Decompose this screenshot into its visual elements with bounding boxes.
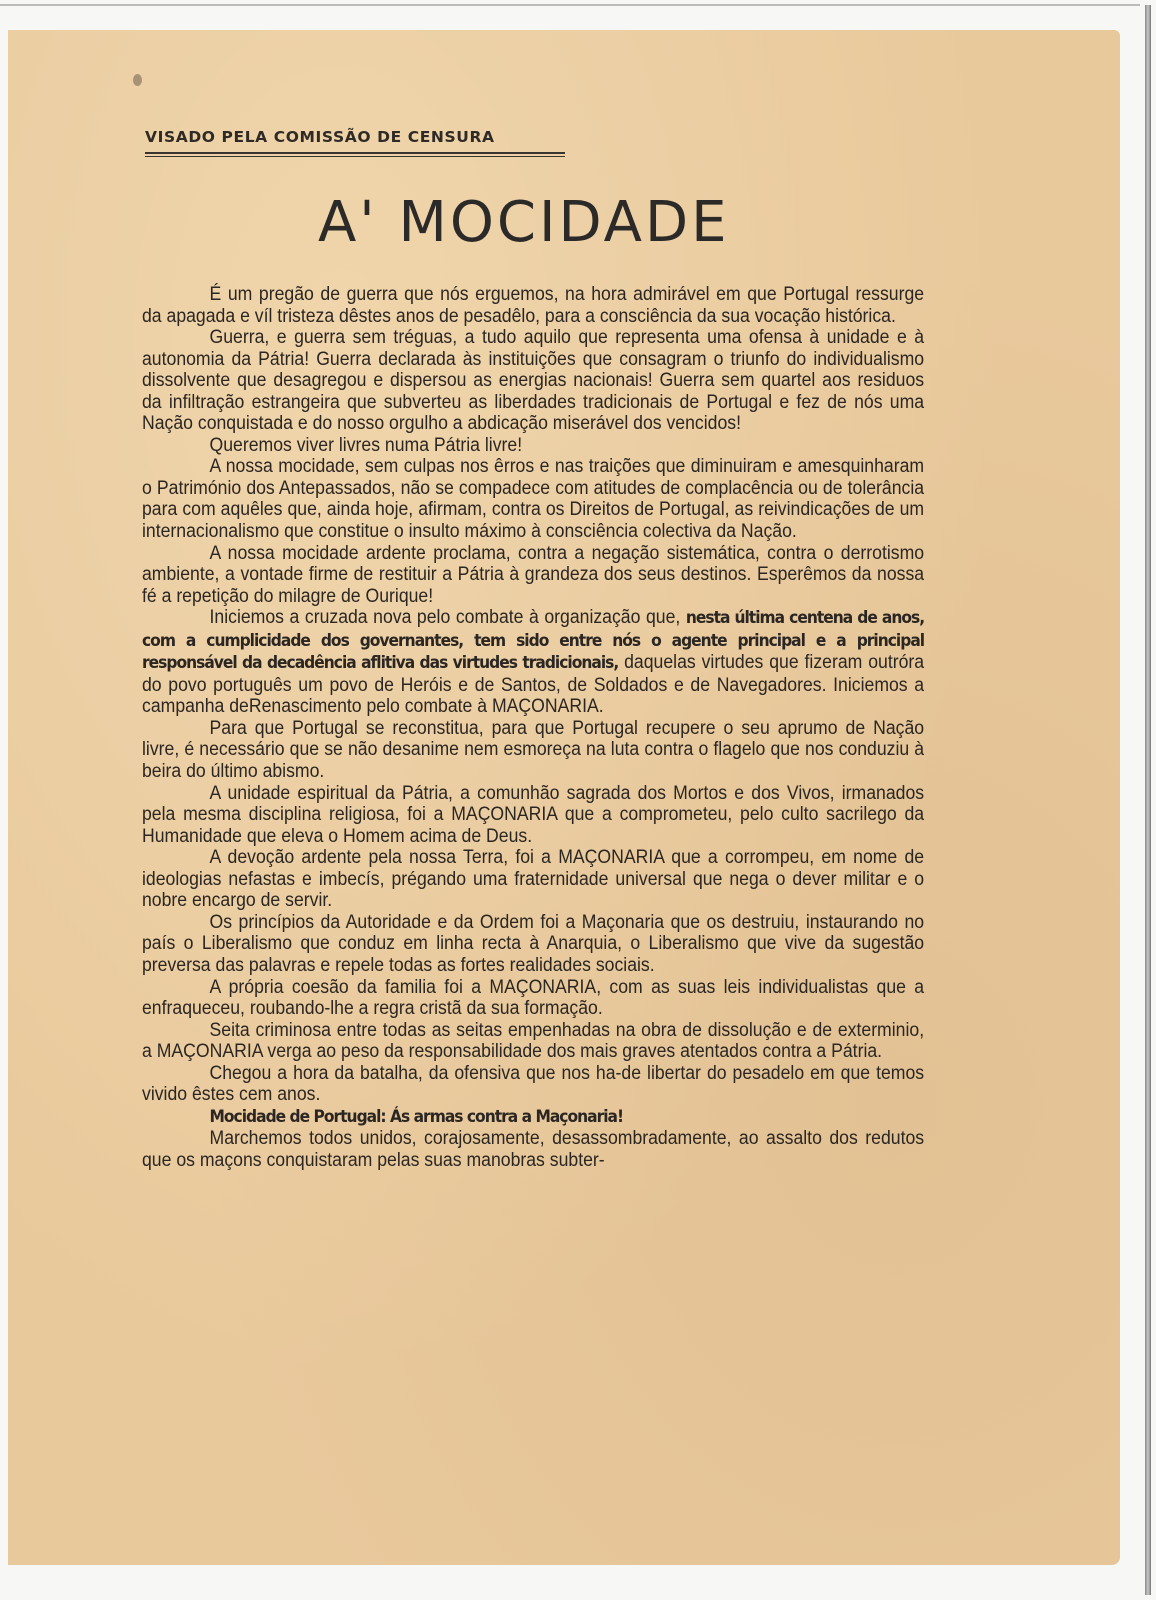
page-title: A' MOCIDADE (318, 190, 730, 255)
scan-right-edge (1145, 5, 1151, 1595)
paragraph: É um pregão de guerra que nós erguemos, na hora admirável em que Portugal ressurge da apagada e víl tristeza dêstes anos de pesadêlo, para a consciência da sua vocação histórica. (142, 283, 925, 327)
censor-underline (145, 152, 565, 157)
paragraph: Os princípios da Autoridade e da Ordem foi a Maçonaria que os destruiu, instaurando no país o Liberalismo que conduz em linha recta à Anarquia, o Liberalismo que vive da sugestão preversa das palavras e repele todas as fortes realidades sociais. (142, 910, 925, 976)
slogan-text: Mocidade de Portugal: Ás armas contra a Maçonaria! (209, 1106, 624, 1127)
paragraph: Para que Portugal se reconstitua, para que Portugal recupere o seu aprumo de Nação livre, é necessário que se não desanime nem esmoreça na luta contra o flagelo que nos conduziu à beira do último abismo. (142, 716, 925, 783)
paragraph: Queremos viver livres numa Pátria livre! (209, 433, 523, 456)
paragraph-text: daquelas virtudes que fizeram outróra do povo português um povo de Heróis e de Santos, de Soldados e de Navegadores. Iniciemos a campanha deRenascimento pelo combate à MAÇONARIA. (142, 651, 925, 718)
paragraph: Guerra, e guerra sem tréguas, a tudo aquilo que representa uma ofensa à unidade e à autonomia da Pátria! Guerra declarada às instituições que consagram o triunfo do individualismo dissolvente que desagregou e dispersou as energias nacionais! Guerra sem quartel aos residuos da infiltração estrangeira que subverteu as liberdades tradicionais de Portugal e fez de nós uma Nação conquistada e do nosso orgulho a abdicação miserável dos vencidos! (142, 326, 925, 435)
closing-paragraph: Marchemos todos unidos, corajosamente, desassombradamente, ao assalto dos redutos que os maçons conquistaram pelas suas manobras subter- (142, 1127, 925, 1171)
paragraph: Chegou a hora da batalha, da ofensiva que nos ha-de libertar do pesadelo em que temos vivido êstes cem anos. (142, 1061, 925, 1106)
censor-stamp: VISADO PELA COMISSÃO DE CENSURA (145, 128, 495, 146)
paragraph: A nossa mocidade ardente proclama, contra a negação sistemática, contra o derrotismo ambiente, a vontade firme de restituir a Pátria à grandeza dos seus destinos. Esperêmos da nossa fé a repetição do milagre de Ourique! (142, 541, 925, 607)
emphasized-text: nesta última centena de anos, com a cumplicidade dos governantes, tem sido entre nós o agente principal e a principal responsável da decadência aflitiva das virtudes tradicionais, (142, 608, 925, 674)
slogan (142, 1106, 924, 1129)
paragraph-text: Iniciemos a cruzada nova pelo combate à organização que, (209, 606, 686, 629)
paragraph: A nossa mocidade, sem culpas nos êrros e nas traições que diminuiram e amesquinharam o Património dos Antepassados, não se compadece com atitudes de complacência ou de tolerância para com aquêles que, ainda hoje, afirmam, contra os Direitos de Portugal, as reivindicações de um internacionalismo que constitue o insulto máximo à consciência colectiva da Nação. (142, 455, 925, 543)
paragraph: A unidade espiritual da Pátria, a comunhão sagrada dos Mortos e dos Vivos, irmanados pela mesma disciplina religiosa, foi a MAÇONARIA que a comprometeu, pelo culto sacrilego da Humanidade que eleva o Homem acima de Deus. (142, 781, 925, 847)
paragraph: A devoção ardente pela nossa Terra, foi a MAÇONARIA que a corrompeu, em nome de ideologias nefastas e imbecís, prégando uma fraternidade universal que nega o dever militar e o nobre encargo de servir. (142, 846, 925, 912)
paragraph: Seita criminosa entre todas as seitas empenhadas na obra de dissolução e de exterminio, a MAÇONARIA verga ao peso da responsabilidade dos mais graves atentados contra a Pátria. (142, 1018, 925, 1063)
document-body (142, 284, 924, 1171)
paper-stain (133, 74, 142, 86)
scan-top-border (0, 4, 1140, 6)
paragraph-with-emphasis (142, 607, 924, 718)
paragraph: A própria coesão da familia foi a MAÇONARIA, com as suas leis individualistas que a enfraqueceu, roubando-lhe a regra cristã da sua formação. (142, 975, 925, 1020)
